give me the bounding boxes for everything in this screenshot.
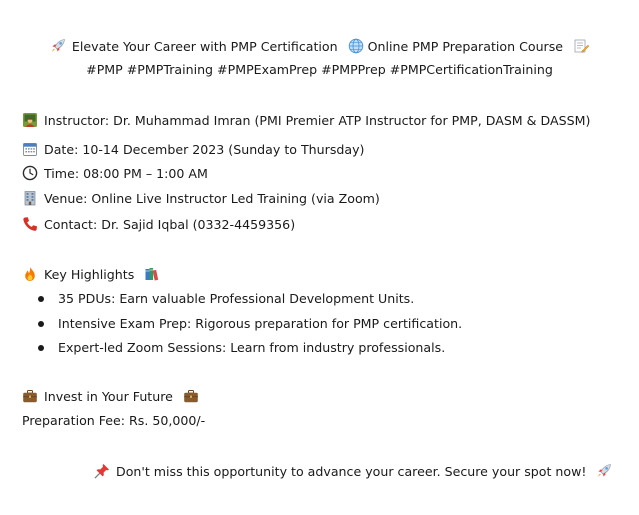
briefcase-icon [22,388,38,404]
course-title [0,38,639,56]
date-text: Date: 10-14 December 2023 (Sunday to Thursday) [44,142,365,157]
call-to-action [94,463,612,481]
rocket-icon [50,38,66,54]
invest-heading-text: Invest in Your Future [44,389,173,404]
time-text: Time: 08:00 PM – 1:00 AM [44,166,208,181]
instructor-line [22,112,590,130]
venue-text: Venue: Online Live Instructor Led Training (via Zoom) [44,191,380,206]
briefcase-icon [183,388,199,404]
cta-text: Don't miss this opportunity to advance your career. Secure your spot now! [116,464,587,479]
teacher-icon [22,112,38,128]
phone-icon [22,216,38,232]
time-line [22,165,208,183]
venue-line [22,190,380,208]
contact-line [22,216,295,234]
instructor-text: Instructor: Dr. Muhammad Imran (PMI Premier ATP Instructor for PMP, DASM & DASSM) [44,113,591,128]
pushpin-icon [94,463,110,479]
hashtags: #PMP #PMPTraining #PMPExamPrep #PMPPrep #PMPCertificationTraining [86,62,553,77]
books-icon [144,266,160,282]
rocket-icon [596,463,612,479]
title-part-2: Online PMP Preparation Course [367,39,564,54]
list-item: Intensive Exam Prep: Rigorous preparation for PMP certification. [38,315,462,340]
globe-icon [348,38,364,54]
contact-text: Contact: Dr. Sajid Iqbal (0332-4459356) [44,217,296,232]
list-item: 35 PDUs: Earn valuable Professional Development Units. [38,290,462,315]
preparation-fee: Preparation Fee: Rs. 50,000/- [22,413,206,428]
title-part-1: Elevate Your Career with PMP Certification [71,39,338,54]
highlights-heading [22,266,160,284]
building-icon [22,190,38,206]
highlights-heading-text: Key Highlights [44,267,135,282]
invest-heading [22,388,199,406]
clock-icon [22,165,38,181]
memo-icon [573,38,589,54]
date-line [22,141,364,159]
calendar-icon [22,141,38,157]
highlights-list [38,290,462,364]
fire-icon [22,266,38,282]
list-item: Expert-led Zoom Sessions: Learn from industry professionals. [38,339,462,364]
